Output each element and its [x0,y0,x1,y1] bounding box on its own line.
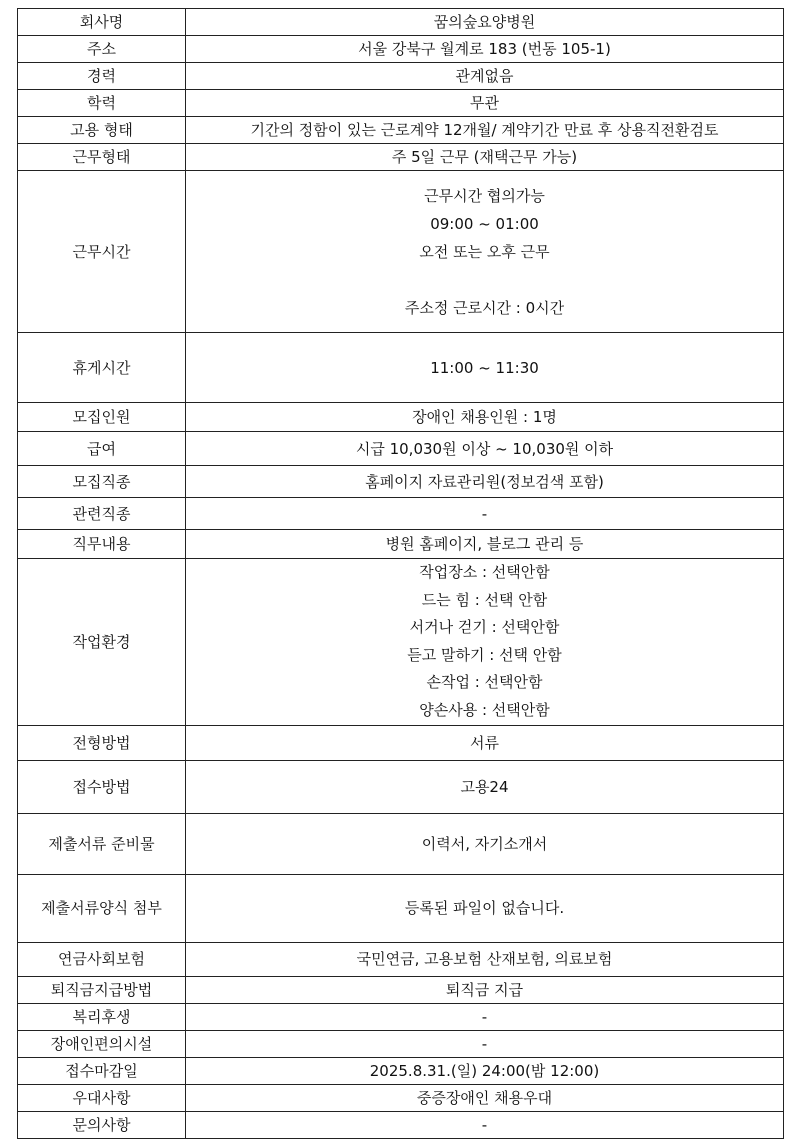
row-label: 복리후생 [18,1003,186,1030]
table-row [18,432,784,466]
row-label: 접수방법 [18,760,186,813]
environment-line: 서거나 걷기 : 선택안함 [409,618,560,637]
table-row [18,1003,784,1030]
row-label: 제출서류양식 첨부 [18,874,186,942]
row-label: 모집인원 [18,403,186,432]
table-row [18,90,784,117]
row-value: 고용24 [186,760,784,813]
table-row [18,63,784,90]
row-label: 학력 [18,90,186,117]
row-label: 관련직종 [18,498,186,530]
row-value: 서울 강북구 월계로 183 (번동 105-1) [186,36,784,63]
work-hours-line [190,266,779,294]
environment-line: 양손사용 : 선택안함 [419,700,550,719]
row-value: - [186,498,784,530]
row-label: 모집직종 [18,466,186,498]
job-posting-table [17,8,784,1139]
row-label: 퇴직금지급방법 [18,976,186,1003]
row-value: 등록된 파일이 없습니다. [186,874,784,942]
row-label: 접수마감일 [18,1057,186,1084]
table-row [18,403,784,432]
table-row [18,760,784,813]
table-row [18,117,784,144]
row-value: 주 5일 근무 (재택근무 가능) [186,144,784,171]
row-label: 제출서류 준비물 [18,813,186,874]
row-value-multiline [186,171,784,333]
row-value: 중증장애인 채용우대 [186,1084,784,1111]
row-value: 장애인 채용인원 : 1명 [186,403,784,432]
row-label: 고용 형태 [18,117,186,144]
table-row [18,813,784,874]
row-label: 우대사항 [18,1084,186,1111]
row-value: 홈페이지 자료관리원(정보검색 포함) [186,466,784,498]
table-row [18,498,784,530]
table-row [18,725,784,760]
row-label: 근무시간 [18,171,186,333]
work-hours-line: 오전 또는 오후 근무 [419,242,550,261]
row-label: 휴게시간 [18,333,186,403]
table-row [18,559,784,726]
row-label: 장애인편의시설 [18,1030,186,1057]
work-hours-line: 주소정 근로시간 : 0시간 [404,298,565,317]
row-value: 11:00 ~ 11:30 [186,333,784,403]
work-hours-line: 근무시간 협의가능 [424,186,545,205]
row-label: 문의사항 [18,1111,186,1138]
row-label: 작업환경 [18,559,186,726]
row-value: 퇴직금 지급 [186,976,784,1003]
row-value-multiline [186,559,784,726]
table-row [18,1030,784,1057]
row-label: 직무내용 [18,530,186,559]
row-label: 근무형태 [18,144,186,171]
row-label: 연금사회보험 [18,942,186,976]
row-value: 꿈의숲요양병원 [186,9,784,36]
row-value: 국민연금, 고용보험 산재보험, 의료보험 [186,942,784,976]
row-label: 회사명 [18,9,186,36]
table-row [18,9,784,36]
row-value: 이력서, 자기소개서 [186,813,784,874]
environment-line: 손작업 : 선택안함 [426,673,543,692]
row-label: 경력 [18,63,186,90]
row-label: 주소 [18,36,186,63]
work-hours-line: 09:00 ~ 01:00 [430,214,539,233]
row-value: - [186,1111,784,1138]
environment-line: 작업장소 : 선택안함 [419,563,550,581]
table-row [18,466,784,498]
row-label: 전형방법 [18,725,186,760]
row-value: 병원 홈페이지, 블로그 관리 등 [186,530,784,559]
row-value: 무관 [186,90,784,117]
table-row [18,942,784,976]
row-value: 2025.8.31.(일) 24:00(밤 12:00) [186,1057,784,1084]
row-value: 관계없음 [186,63,784,90]
row-value: - [186,1030,784,1057]
row-value: 기간의 정함이 있는 근로계약 12개월/ 계약기간 만료 후 상용직전환검토 [186,117,784,144]
row-value: 서류 [186,725,784,760]
environment-line: 듣고 말하기 : 선택 안함 [407,645,562,664]
table-row [18,874,784,942]
row-value: 시급 10,030원 이상 ~ 10,030원 이하 [186,432,784,466]
environment-line: 드는 힘 : 선택 안함 [421,590,548,609]
table-row [18,1111,784,1138]
row-value: - [186,1003,784,1030]
table-row [18,171,784,333]
table-row [18,144,784,171]
table-row [18,1057,784,1084]
table-row [18,530,784,559]
row-label: 급여 [18,432,186,466]
table-row [18,976,784,1003]
table-row [18,36,784,63]
table-row [18,333,784,403]
table-row [18,1084,784,1111]
